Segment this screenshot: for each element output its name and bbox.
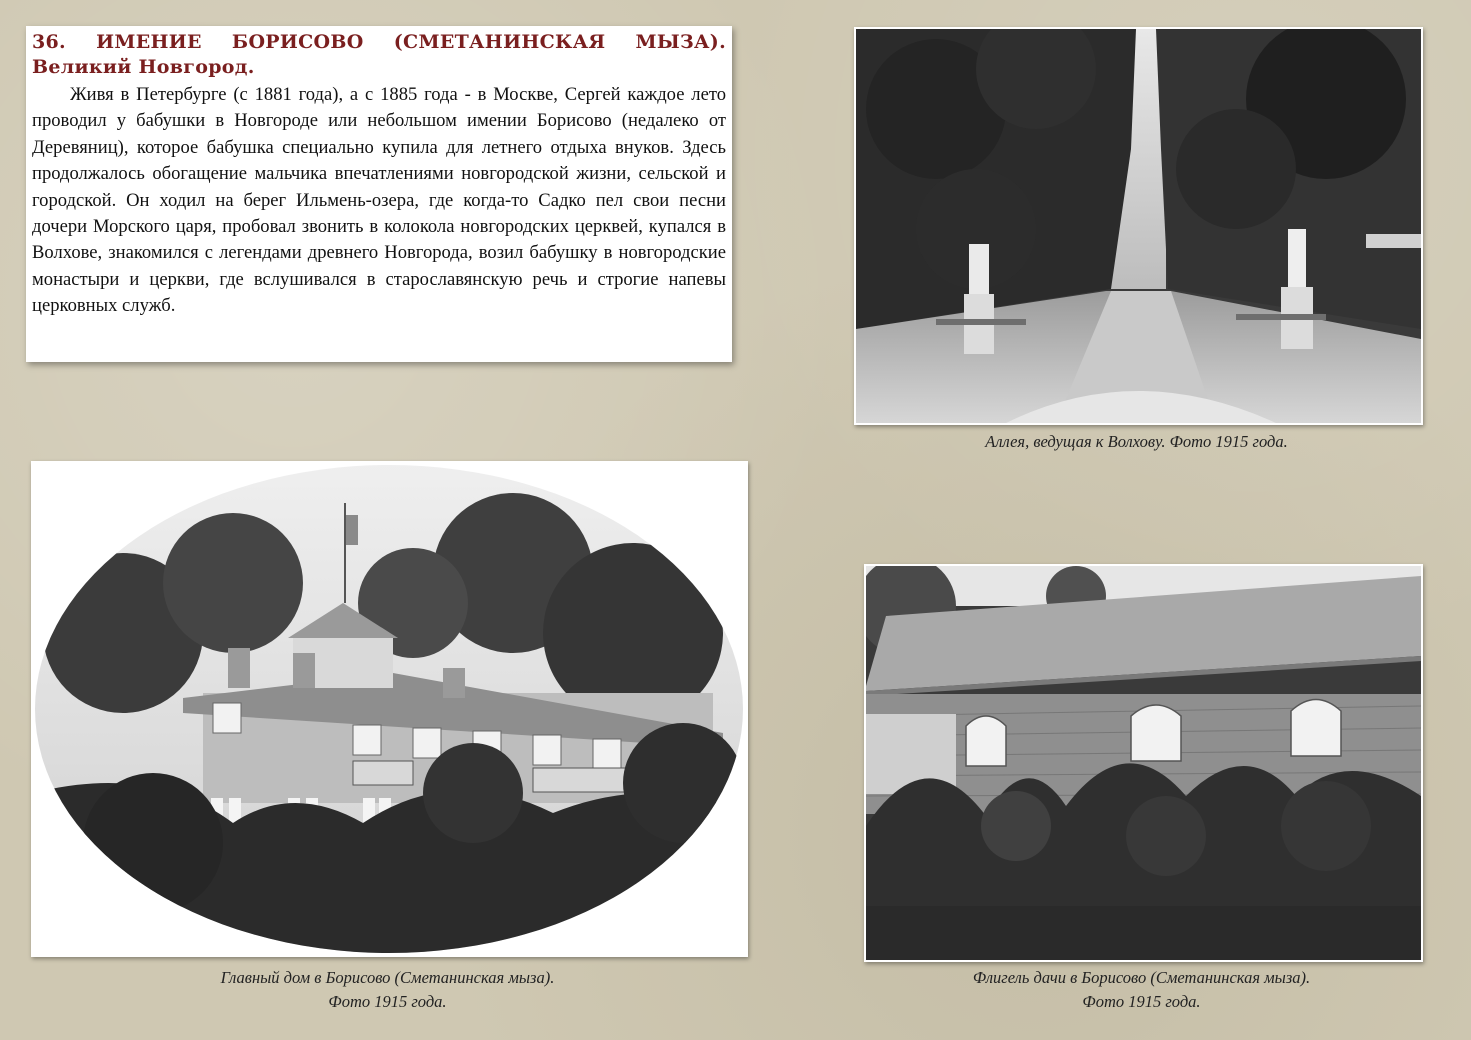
main-house-caption-line1: Главный дом в Борисово (Сметанинская мыза). [220, 968, 555, 987]
alley-caption-text: Аллея, ведущая к Волхову. Фото 1915 года. [985, 432, 1288, 451]
main-house-caption-line2: Фото 1915 года. [328, 992, 447, 1011]
main-house-photo [31, 461, 748, 957]
alley-caption [854, 430, 1419, 454]
wing-photo [864, 564, 1423, 962]
article-card [26, 26, 732, 362]
alley-photo-image [856, 29, 1421, 423]
wing-caption [864, 966, 1419, 1014]
heading-title: 36. ИМЕНИЕ БОРИСОВО (СМЕТАНИНСКАЯ МЫЗА). [32, 31, 726, 53]
wing-caption-line1: Флигель дачи в Борисово (Сметанинская мыза). [972, 968, 1311, 987]
heading-location: Великий Новгород. [32, 56, 255, 78]
article-heading [32, 30, 726, 80]
main-house-caption [31, 966, 744, 1014]
wing-caption-line2: Фото 1915 года. [1082, 992, 1201, 1011]
article-paragraph: Живя в Петербурге (с 1881 года), а с 1885 года - в Москве, Сергей каждое лето проводил у бабушки в Новгороде или небольшом имении Борисово (недалеко от Деревяниц), которое бабушка специально купила для летнего отдыха внуков. Здесь продолжалось обогащение мальчика впечатлениями новгородской жизни, сельской и городской. Он ходил на берег Ильмень-озера, где когда-то Садко пел свои песни дочери Морского царя, пробовал звонить в колокола новгородских церквей, купался в Волхове, знакомился с легендами древнего Новгорода, возил бабушку в новгородские монастыри и церкви, где вслушивался в старославянскую речь и строгие напевы церковных служб. [32, 84, 726, 317]
wing-photo-image [866, 566, 1421, 960]
alley-photo [854, 27, 1423, 425]
main-house-photo-image [33, 463, 746, 955]
